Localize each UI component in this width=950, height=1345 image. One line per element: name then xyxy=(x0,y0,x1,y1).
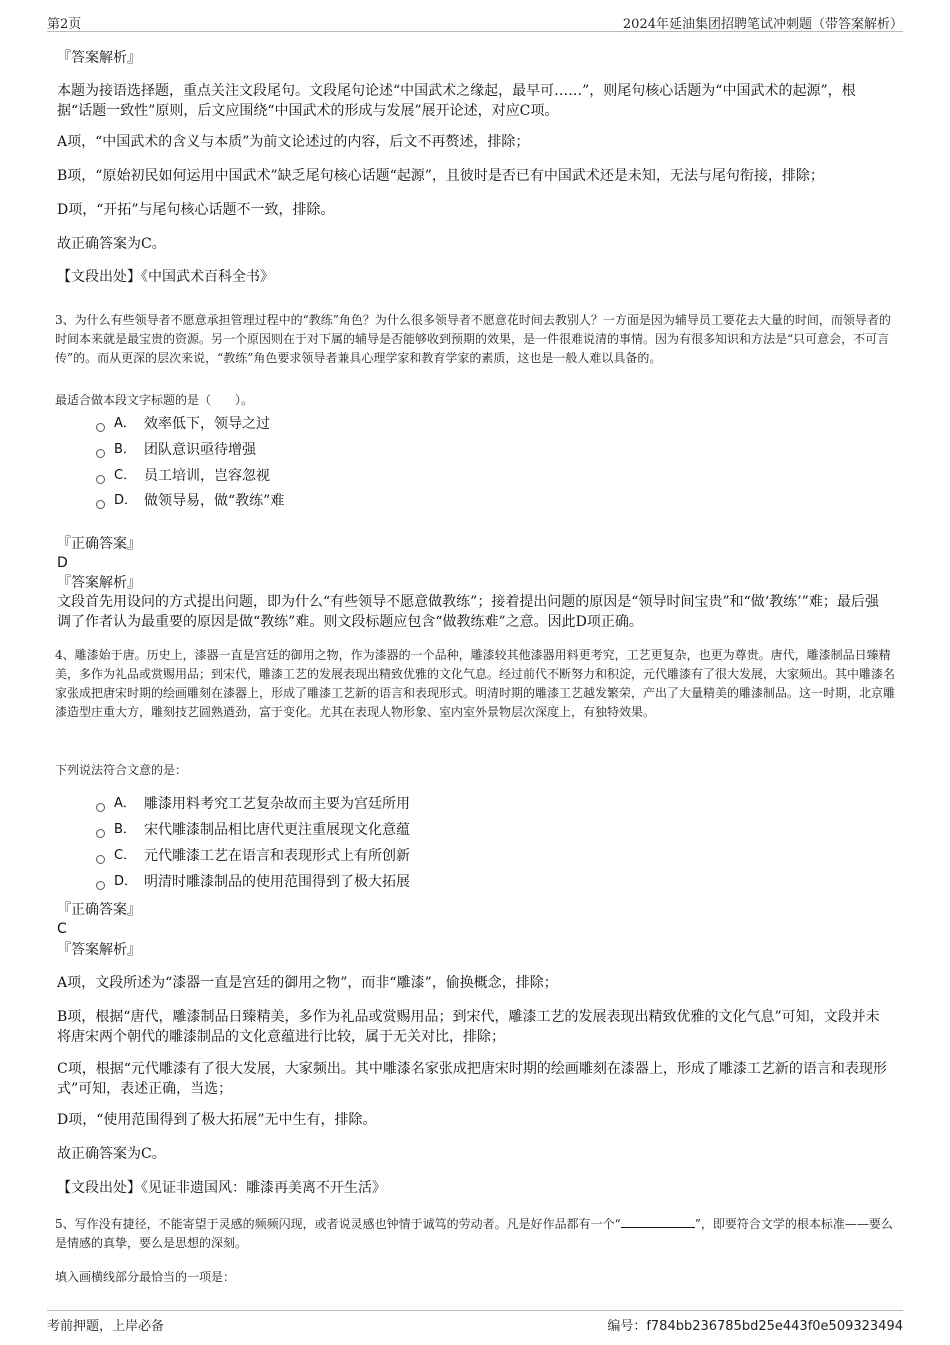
q5-stem xyxy=(55,1214,900,1253)
q4-conclusion: 故正确答案为C。 xyxy=(57,1146,166,1162)
q4-option-d-analysis: D项，“使用范围得到了极大拓展”无中生有，排除。 xyxy=(57,1112,377,1128)
radio-icon[interactable] xyxy=(96,803,105,812)
option-text: 团队意识亟待增强 xyxy=(144,442,256,458)
q5-prompt: 填入画横线部分最恰当的一项是： xyxy=(55,1270,236,1284)
radio-icon[interactable] xyxy=(96,829,105,838)
q4-option-b-analysis: B项，根据“唐代，雕漆制品日臻精美，多作为礼品或赏赐用品；到宋代，雕漆工艺的发展表现出精致优雅的文化气息”可知，文段并未将唐宋两个朝代的雕漆制品的文化意蕴进行比较，属于无关对比，排除； xyxy=(57,1009,880,1045)
q2-analysis-label: 『答案解析』 xyxy=(57,50,141,66)
page-header xyxy=(47,11,903,32)
q3-option-d[interactable] xyxy=(96,491,284,511)
radio-icon[interactable] xyxy=(96,449,105,458)
q3-analysis-text: 文段首先用设问的方式提出问题，即为什么“有些领导不愿意做教练”；接着提出问题的原因是“领导时间宝贵”和“做‘教练’”难；最后强调了作者认为最重要的原因是做“教练”难。则文段标题应包含“做教练难”之意。因此D项正确。 xyxy=(57,594,879,630)
q2-option-b-analysis: B项，“原始初民如何运用中国武术”缺乏尾句核心话题“起源”，且彼时是否已有中国武术还是未知，无法与尾句衔接，排除； xyxy=(57,168,824,184)
q2-analysis-text: 本题为接语选择题，重点关注文段尾句。文段尾句论述“中国武术之缘起，最早可……”，则尾句核心话题为“中国武术的起源”，根据“话题一致性”原则，后文应围绕“中国武术的形成与发展”展开论述，对应C项。 xyxy=(57,83,856,119)
radio-icon[interactable] xyxy=(96,423,105,432)
q3-answer: D xyxy=(57,555,68,571)
q4-source: 【文段出处】《见证非遗国风：雕漆再美离不开生活》 xyxy=(57,1180,386,1196)
option-text: 雕漆用料考究工艺复杂故而主要为宫廷所用 xyxy=(144,796,410,812)
footer-slogan: 考前押题，上岸必备 xyxy=(47,1319,165,1334)
option-text: 明清时雕漆制品的使用范围得到了极大拓展 xyxy=(144,874,410,890)
q3-option-b[interactable] xyxy=(96,440,256,460)
q4-option-b[interactable] xyxy=(96,820,410,840)
q4-option-d[interactable] xyxy=(96,872,410,892)
radio-icon[interactable] xyxy=(96,500,105,509)
q3-prompt: 最适合做本段文字标题的是（ ）。 xyxy=(55,393,254,407)
option-key: D． xyxy=(114,874,138,889)
q4-option-c[interactable] xyxy=(96,846,410,866)
q5-stem-before: 5、写作没有捷径，不能寄望于灵感的频频闪现，或者说灵感也钟情于诚笃的劳动者。凡是好作品都有一个“ xyxy=(55,1217,621,1231)
radio-icon[interactable] xyxy=(96,475,105,484)
q4-analysis-label: 『答案解析』 xyxy=(57,942,141,958)
document-title: 2024年延油集团招聘笔试冲刺题（带答案解析） xyxy=(622,17,903,32)
q3-option-a[interactable] xyxy=(96,414,270,434)
radio-icon[interactable] xyxy=(96,855,105,864)
q4-option-a[interactable] xyxy=(96,794,410,814)
q4-answer-label: 『正确答案』 xyxy=(57,902,141,918)
option-key: D． xyxy=(114,493,138,508)
q5-stem-after: ”，即要符合文学的根本标准——要么是情感的真挚，要么是思想的深刻。 xyxy=(55,1217,893,1250)
option-key: C． xyxy=(114,848,137,863)
option-key: C． xyxy=(114,468,137,483)
option-text: 员工培训，岂容忽视 xyxy=(144,468,270,484)
option-text: 效率低下，领导之过 xyxy=(144,416,270,432)
option-key: A． xyxy=(114,796,136,811)
q4-stem: 4、雕漆始于唐。历史上，漆器一直是宫廷的御用之物，作为漆器的一个品种，雕漆较其他漆器用料更考究，工艺更复杂，也更为尊贵。唐代，雕漆制品日臻精美，多作为礼品或赏赐用品；到宋代，雕漆工艺的发展表现出精致优雅的文化气息。经过前代不断努力和积淀，元代雕漆有了很大发展，大家频出。其中雕漆名家张成把唐宋时期的绘画雕刻在漆器上，形成了雕漆工艺新的语言和表现形式。明清时期的雕漆工艺越发繁荣，产出了大量精美的雕漆制品。这一时期，北京雕漆造型庄重大方，雕刻技艺圆熟遒劲，富于变化。尤其在表现人物形象、室内室外景物层次深度上，有独特效果。 xyxy=(55,648,896,719)
q2-source: 【文段出处】《中国武术百科全书》 xyxy=(57,269,274,285)
q3-stem: 3、为什么有些领导者不愿意承担管理过程中的“教练”角色？为什么很多领导者不愿意花时间去教别人？一方面是因为辅导员工要花去大量的时间，而领导者的时间本来就是最宝贵的资源。另一个原因则在于对下属的辅导是否能够收到预期的效果，是一件很难说清的事情。因为有很多知识和方法是“只可意会，不可言传”的。而从更深的层次来说，“教练”角色要求领导者兼具心理学家和教育学家的素质，这也是一般人难以具备的。 xyxy=(55,313,891,365)
option-key: B． xyxy=(114,822,136,837)
q2-conclusion: 故正确答案为C。 xyxy=(57,236,166,252)
page-footer xyxy=(47,1310,903,1335)
q2-option-d-analysis: D项，“开拓”与尾句核心话题不一致，排除。 xyxy=(57,202,335,218)
fill-in-blank xyxy=(621,1214,695,1228)
option-text: 宋代雕漆制品相比唐代更注重展现文化意蕴 xyxy=(144,822,410,838)
q3-answer-label: 『正确答案』 xyxy=(57,536,141,552)
q3-option-c[interactable] xyxy=(96,466,270,486)
option-key: B． xyxy=(114,442,136,457)
footer-id-label: 编号： xyxy=(607,1319,647,1334)
page-number: 第2页 xyxy=(47,17,82,32)
q4-option-c-analysis: C项，根据“元代雕漆有了很大发展，大家频出。其中雕漆名家张成把唐宋时期的绘画雕刻在漆器上，形成了雕漆工艺新的语言和表现形式”可知，表述正确，当选； xyxy=(57,1061,887,1097)
option-key: A． xyxy=(114,416,136,431)
option-text: 元代雕漆工艺在语言和表现形式上有所创新 xyxy=(144,848,410,864)
radio-icon[interactable] xyxy=(96,881,105,890)
footer-id-code: f784bb236785bd25e443f0e509323494 xyxy=(646,1319,903,1334)
footer-id xyxy=(607,1315,903,1334)
q4-option-a-analysis: A项，文段所述为“漆器一直是宫廷的御用之物”，而非“雕漆”，偷换概念，排除； xyxy=(57,975,558,991)
q4-answer: C xyxy=(57,921,67,937)
q3-analysis-label: 『答案解析』 xyxy=(57,575,141,591)
q4-prompt: 下列说法符合文意的是： xyxy=(55,763,188,777)
q2-option-a-analysis: A项，“中国武术的含义与本质”为前文论述过的内容，后文不再赘述，排除； xyxy=(57,134,530,150)
option-text: 做领导易，做“教练”难 xyxy=(144,493,285,509)
